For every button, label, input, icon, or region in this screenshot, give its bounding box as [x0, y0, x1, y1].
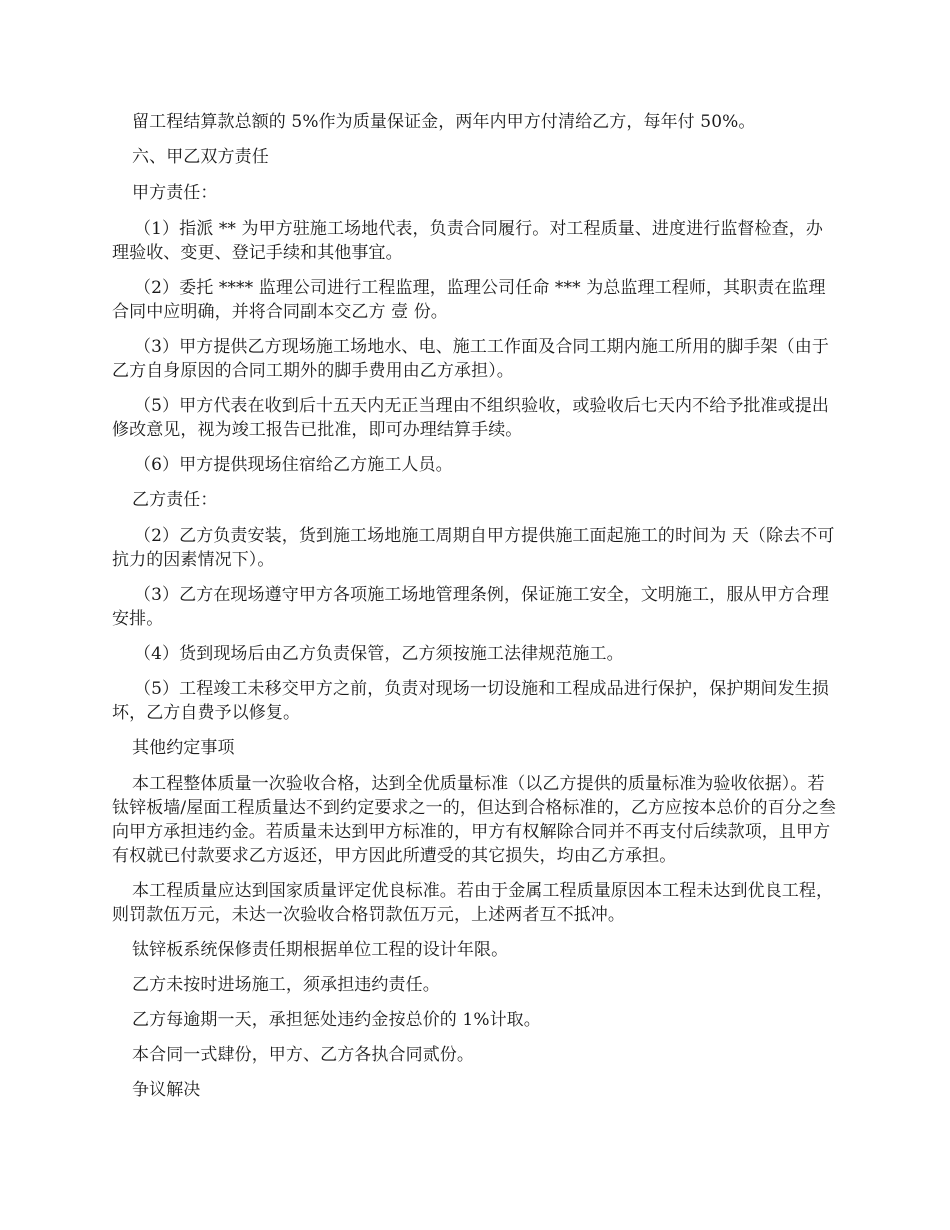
paragraph-quality-deposit: 留工程结算款总额的 5%作为质量保证金，两年内甲方付清给乙方，每年付 50%。: [132, 112, 756, 132]
subheading-party-b: 乙方责任：: [132, 490, 218, 510]
party-b-item-3: （3）乙方在现场遵守甲方各项施工场地管理条例，保证施工安全，文明施工，服从甲方合理安排。: [112, 585, 829, 629]
document-page: [112, 110, 840, 1114]
party-a-item-1: （1）指派 ** 为甲方驻施工场地代表，负责合同履行。对工程质量、进度进行监督检查，办理验收、变更、登记手续和其他事宜。: [112, 219, 823, 263]
party-a-item-5: （5）甲方代表在收到后十五天内无正当理由不组织验收，或验收后七天内不给予批准或提出修改意见，视为竣工报告已批准，即可办理结算手续。: [112, 396, 829, 440]
party-b-item-4: （4）货到现场后由乙方负责保管，乙方须按施工法律规范施工。: [134, 644, 624, 664]
paragraph-quality-acceptance: 本工程整体质量一次验收合格，达到全优质量标准（以乙方提供的质量标准为验收依据）。若钛锌板墙/屋面工程质量达不到约定要求之一的，但达到合格标准的，乙方应按本总价的百分之叁向甲方承担违约金。若质量未达到甲方标准的，甲方有权解除合同并不再支付后续款项，且甲方有权就已付款要求乙方返还，甲方因此所遭受的其它损失，均由乙方承担。: [112, 774, 837, 866]
subheading-party-a: 甲方责任：: [132, 183, 218, 203]
paragraph-delay-penalty: 乙方每逾期一天，承担惩处违约金按总价的 1%计取。: [132, 1010, 541, 1030]
party-b-item-2: （2）乙方负责安装，货到施工场地施工周期自甲方提供施工面起施工的时间为 天（除去不可抗力的因素情况下）。: [112, 526, 835, 570]
party-a-item-2: （2）委托 **** 监理公司进行工程监理，监理公司任命 *** 为总监理工程师，其职责在监理合同中应明确，并将合同副本交乙方 壹 份。: [112, 278, 826, 322]
subheading-other-terms: 其他约定事项: [132, 738, 235, 758]
party-a-item-6: （6）甲方提供现场住宿给乙方施工人员。: [134, 455, 453, 475]
party-a-item-3: （3）甲方提供乙方现场施工场地水、电、施工工作面及合同工期内施工所用的脚手架（由于乙方自身原因的合同工期外的脚手费用由乙方承担）。: [112, 337, 829, 381]
paragraph-warranty: 钛锌板系统保修责任期根据单位工程的设计年限。: [132, 940, 509, 960]
party-b-item-5: （5）工程竣工未移交甲方之前，负责对现场一切设施和工程成品进行保护，保护期间发生损坏，乙方自费予以修复。: [112, 679, 829, 723]
paragraph-copies: 本合同一式肆份，甲方、乙方各执合同贰份。: [132, 1045, 474, 1065]
paragraph-late-entry: 乙方未按时进场施工，须承担违约责任。: [132, 975, 440, 995]
section-heading-responsibilities: 六、甲乙双方责任: [132, 147, 269, 167]
subheading-dispute-resolution: 争议解决: [132, 1080, 201, 1100]
paragraph-quality-penalty: 本工程质量应达到国家质量评定优良标准。若由于金属工程质量原因本工程未达到优良工程，则罚款伍万元，未达一次验收合格罚款伍万元，上述两者互不抵冲。: [112, 881, 834, 925]
